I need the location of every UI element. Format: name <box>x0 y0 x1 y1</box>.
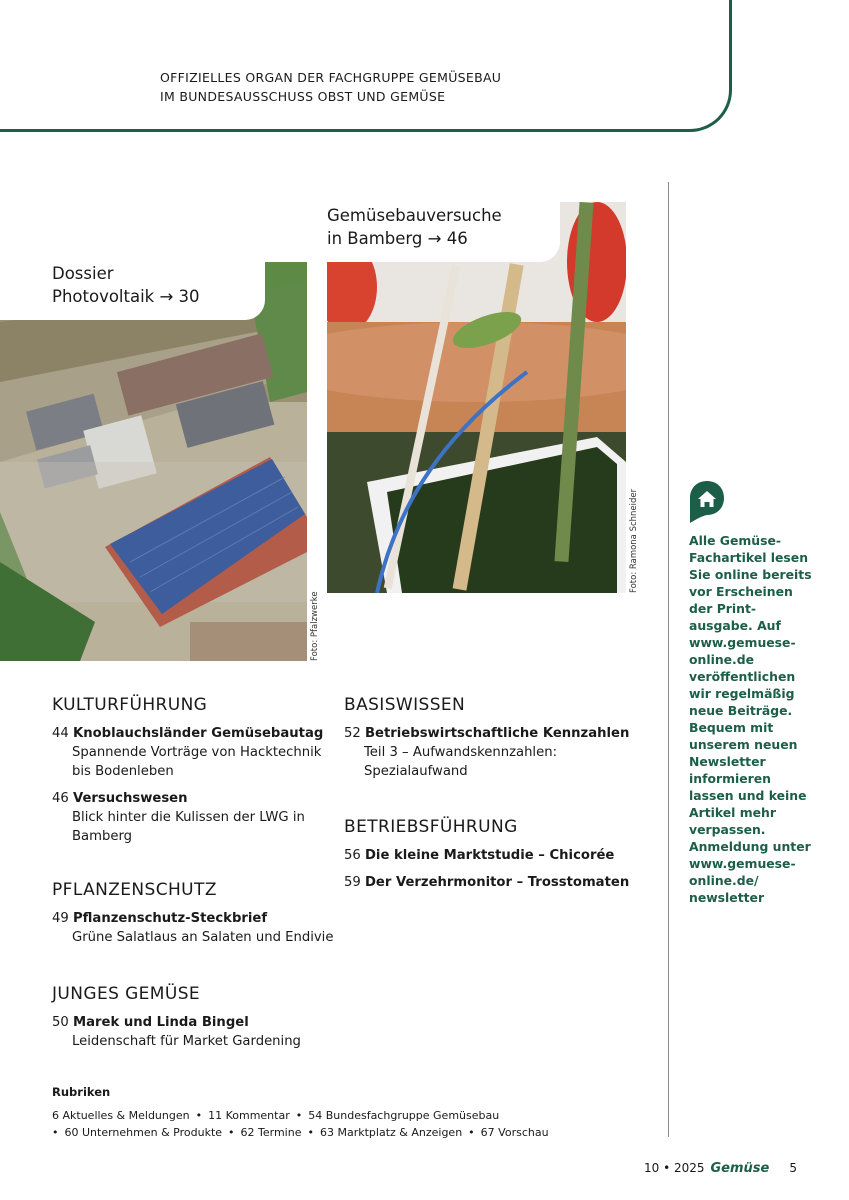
section-kulturfuehrung <box>52 695 342 854</box>
toc-page-number: 52 <box>344 726 361 741</box>
toc-entry[interactable] <box>52 1013 342 1051</box>
toc-entry[interactable] <box>344 846 644 865</box>
column-divider <box>668 182 669 1137</box>
toc-entry[interactable] <box>344 873 644 892</box>
toc-page-number: 59 <box>344 875 361 890</box>
toc-entry[interactable] <box>52 724 342 781</box>
masthead <box>160 68 501 106</box>
toc-title: Marek und Linda Bingel <box>72 1015 249 1030</box>
section-heading: BETRIEBSFÜHRUNG <box>344 817 518 837</box>
photo-aerial-photovoltaik <box>0 262 307 661</box>
section-heading: KULTURFÜHRUNG <box>52 695 208 715</box>
photo-credit-left: Foto: Pfalzwerke <box>310 591 320 661</box>
rubrik-item[interactable]: 11 Kommentar <box>208 1109 290 1122</box>
page-footer <box>644 1161 797 1176</box>
toc-page-number: 44 <box>52 726 69 741</box>
toc-entry[interactable] <box>52 789 342 846</box>
toc-entry[interactable] <box>344 724 644 781</box>
callout-photovoltaik <box>0 256 265 320</box>
rubrik-separator: • <box>468 1126 475 1139</box>
section-basiswissen <box>344 695 644 789</box>
section-heading: PFLANZENSCHUTZ <box>52 880 217 900</box>
rubriken-line-2 <box>52 1124 549 1141</box>
toc-title: Die kleine Marktstudie – Chicorée <box>364 848 615 863</box>
toc-description: bis Bodenleben <box>72 764 174 779</box>
toc-description: Grüne Salatlaus an Salaten und Endivie <box>72 930 334 945</box>
issue-number: 10 • 2025 <box>644 1161 705 1175</box>
rubrik-item[interactable]: 60 Unternehmen & Produkte <box>64 1126 223 1139</box>
toc-title: Betriebswirtschaftliche Kennzahlen <box>364 726 630 741</box>
rubrik-item[interactable]: 6 Aktuelles & Meldungen <box>52 1109 190 1122</box>
rubrik-separator: • <box>195 1109 203 1122</box>
callout-bamberg-line-2: in Bamberg → 46 <box>327 229 468 248</box>
toc-page-number: 49 <box>52 911 69 926</box>
rubriken-title: Rubriken <box>52 1085 111 1099</box>
section-betriebsfuehrung <box>344 817 644 900</box>
rubrik-separator: • <box>295 1109 303 1122</box>
toc-description: Bamberg <box>72 829 133 844</box>
page-number: 5 <box>789 1161 797 1175</box>
section-heading: BASISWISSEN <box>344 695 466 715</box>
photo-credit-right: Foto: Ramona Schneider <box>629 488 639 593</box>
rubrik-separator: • <box>307 1126 314 1139</box>
toc-title: Pflanzenschutz-Steckbrief <box>72 911 268 926</box>
rubriken-line-1 <box>52 1107 549 1124</box>
toc-page-number: 56 <box>344 848 361 863</box>
toc-title: Der Verzehrmonitor – Trosstomaten <box>364 875 630 890</box>
rubriken <box>52 1084 549 1141</box>
rubrik-separator: • <box>228 1126 235 1139</box>
section-pflanzenschutz <box>52 880 342 955</box>
toc-page-number: 50 <box>52 1015 69 1030</box>
sidebar-text: Alle Gemüse- Fachartikel lesen Sie online bereits vor Erscheinen der Print- ausgabe. Auf www.gemuese- online.de veröffentlichen wir regelmäßig neue Beiträge. Bequem mit unserem neuen Newsletter informieren lassen und keine Artikel mehr verpassen. Anmeldung unter www.gemuese- online.de/ newsletter <box>689 533 812 905</box>
section-junges-gemuese <box>52 984 342 1059</box>
toc-description: Teil 3 – Aufwandskennzahlen: <box>364 745 558 760</box>
toc-description: Leidenschaft für Market Gardening <box>72 1034 301 1049</box>
masthead-line-1: OFFIZIELLES ORGAN DER FACHGRUPPE GEMÜSEBAU <box>160 70 502 85</box>
rubrik-item[interactable]: 62 Termine <box>240 1126 302 1139</box>
rubrik-separator: • <box>52 1126 59 1139</box>
masthead-line-2: IM BUNDESAUSSCHUSS OBST UND GEMÜSE <box>160 89 446 104</box>
callout-bamberg-line-1: Gemüsebauversuche <box>327 206 502 225</box>
rubrik-item[interactable]: 63 Marktplatz & Anzeigen <box>319 1126 463 1139</box>
header-frame <box>0 0 732 132</box>
section-heading: JUNGES GEMÜSE <box>52 984 201 1004</box>
callout-bamberg <box>327 202 560 262</box>
rubrik-item[interactable]: 54 Bundesfachgruppe Gemüsebau <box>308 1109 500 1122</box>
toc-entry[interactable] <box>52 909 342 947</box>
rubrik-item[interactable]: 67 Vorschau <box>480 1126 549 1139</box>
online-sidebar <box>689 480 819 906</box>
toc-description: Spannende Vorträge von Hacktechnik <box>72 745 322 760</box>
toc-title: Versuchswesen <box>72 791 188 806</box>
callout-photovoltaik-line-1: Dossier <box>52 264 114 283</box>
toc-title: Knoblauchsländer Gemüsebautag <box>72 726 324 741</box>
toc-description: Spezialaufwand <box>364 764 468 779</box>
home-icon <box>689 480 725 524</box>
toc-page-number: 46 <box>52 791 69 806</box>
magazine-logo: Gemüse <box>710 1161 770 1176</box>
toc-description: Blick hinter die Kulissen der LWG in <box>72 810 305 825</box>
callout-photovoltaik-line-2: Photovoltaik → 30 <box>52 287 200 306</box>
